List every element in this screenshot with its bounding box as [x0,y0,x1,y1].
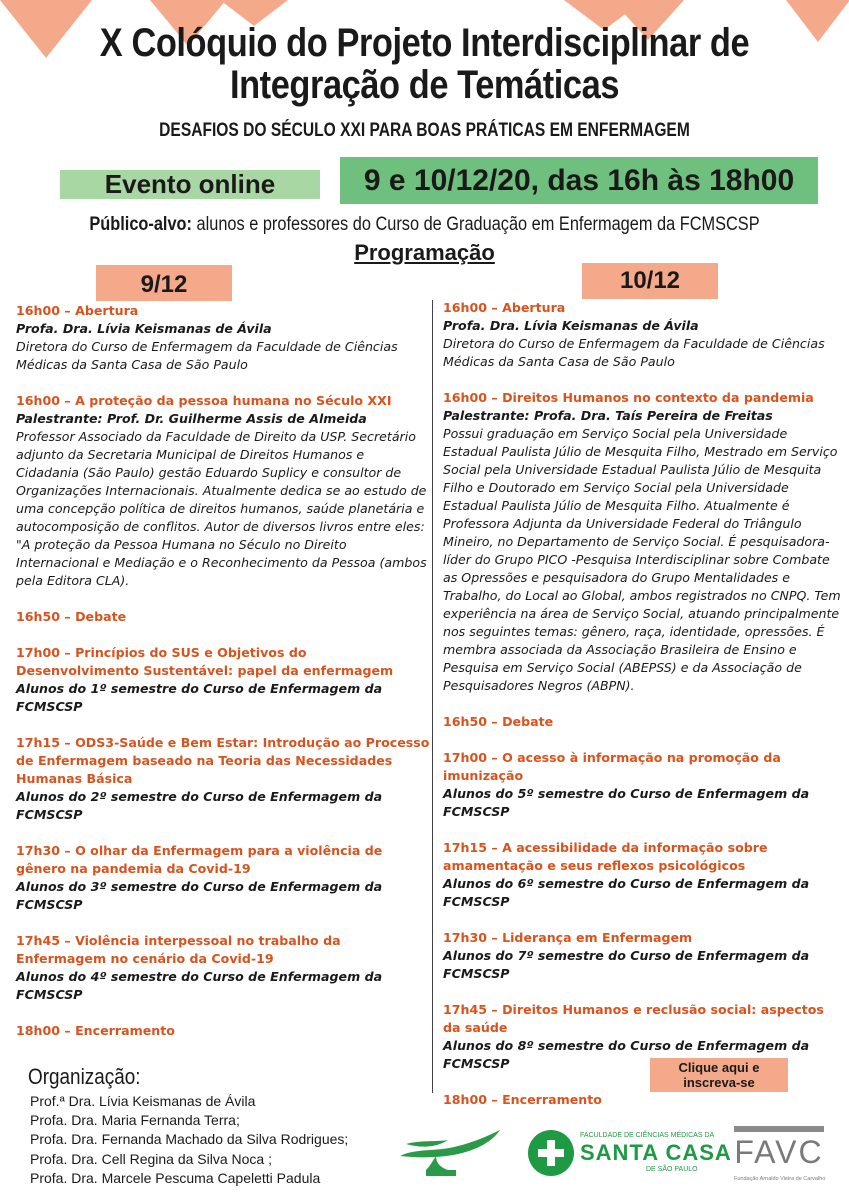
register-button-line-2: inscreva-se [683,1075,755,1090]
santa-casa-name: SANTA CASA [580,1140,732,1165]
schedule-item [16,734,430,824]
day-1-label: 9/12 [96,265,232,301]
organizer: Profa. Dra. Marcele Pescuma Capeletti Padula [30,1169,321,1186]
organization-title: Organização: [28,1064,141,1089]
organizer: Prof.ª Dra. Lívia Keismanas de Ávila [30,1093,256,1109]
session-title: 18h00 – Encerramento [16,1023,175,1038]
schedule-item [16,842,430,914]
session-speaker: Alunos do 6º semestre do Curso de Enfermagem da FCMSCSP [443,876,810,909]
session-title: 16h00 – Abertura [16,303,139,318]
column-divider [432,300,433,1093]
schedule-item [443,749,845,821]
session-title: 17h15 – A acessibilidade da informação sobre amamentação e seus reflexos psicológicos [443,840,768,873]
schedule-item [16,392,430,590]
session-title: 17h30 – Liderança em Enfermagem [443,930,693,945]
session-speaker: Alunos do 2º semestre do Curso de Enfermagem da FCMSCSP [16,789,383,822]
session-speaker: Profa. Dra. Lívia Keismanas de Ávila [16,321,272,336]
session-description: Possui graduação em Serviço Social pela Universidade Estadual Paulista Júlio de Mesquita Filho, Mestrado em Serviço Social pela Universidade Estadual Paulista Júlio de Mesquita Filho e Doutorado em Serviço Social pela Universidade Estadual Paulista Júlio de Mesquita Filho. Atualmente é Professora Adjunta da Universidade Federal do Triângulo Mineiro, no Departamento de Serviço Social. É pesquisadora-líder do Grupo PICO -Pesquisa Interdisciplinar sobre Combate as Opressões e pesquisadora do Grupo Mentalidades e Trabalho, do Local ao Global, ambos registrados no CNPQ. Tem experiência na área de Serviço Social, atuando principalmente nos seguintes temas: gênero, raça, identidade, opressões. É membra associada da Associação Brasileira de Ensino e Pesquisa em Serviço Social (ABEPSS) e da Associação de Pesquisadores Negros (ABPN). [443,426,841,693]
title-line-1: X Colóquio do Projeto Interdisciplinar de [99,21,750,65]
organizer: Profa. Dra. Maria Fernanda Terra; [30,1112,240,1129]
session-title: 16h50 – Debate [443,714,554,729]
event-type-banner [60,170,320,199]
session-speaker: Alunos do 3º semestre do Curso de Enfermagem da FCMSCSP [16,879,383,912]
program-heading: Programação [354,240,495,265]
day-2-schedule [443,299,845,1127]
session-title: 18h00 – Encerramento [443,1092,602,1107]
audience-text: alunos e professores do Curso de Graduação em Enfermagem da FCMSCSP [191,214,760,235]
session-speaker: Alunos do 4º semestre do Curso de Enfermagem da FCMSCSP [16,969,383,1002]
audience-line [59,214,789,236]
register-button[interactable] [650,1058,788,1092]
session-title: 17h00 – O acesso à informação na promoção da imunização [443,750,781,783]
organization-list [30,1092,348,1188]
schedule-item [16,1022,430,1040]
session-speaker: Profa. Dra. Lívia Keismanas de Ávila [443,318,699,333]
santa-casa-logo [528,1130,732,1176]
audience-label: Público-alvo: [89,214,192,235]
session-title: 17h30 – O olhar da Enfermagem para a violência de gênero na pandemia da Covid-19 [16,843,383,876]
event-type-label: Evento online [104,169,276,199]
session-description: Diretora do Curso de Enfermagem da Faculdade de Ciências Médicas da Santa Casa de São Paulo [443,336,825,369]
register-button-line-1: Clique aqui e [678,1060,760,1075]
session-title: 17h45 – Violência interpessoal no trabalho da Enfermagem no cenário da Covid-19 [16,933,341,966]
session-speaker: Alunos do 5º semestre do Curso de Enfermagem da FCMSCSP [443,786,810,819]
schedule-item [443,1091,845,1109]
session-description: Professor Associado da Faculdade de Direito da USP. Secretário adjunto da Secretaria Municipal de Direitos Humanos e Cidadania (São Paulo) gestão Eduardo Suplicy e consultor de Organizações Internacionais. Atualmente dedica se ao estudo de uma concepção política de direitos humanos, saúde planetária e autocomposição de conflitos. Autor de diversos livros entre eles: "A proteção da Pessoa Humana no Século no Direito Internacional e Mediação e o Reconhecimento da Pessoa (ambos pela Editora CLA). [16,429,427,588]
session-speaker: Palestrante: Profa. Dra. Taís Pereira de Freitas [443,408,773,423]
decorative-triangle [786,0,849,42]
cross-icon-bar [538,1149,564,1157]
day-2-label: 10/12 [582,263,718,299]
page-title [59,22,789,106]
favc-word: FAVC [734,1134,824,1170]
session-speaker: Alunos do 7º semestre do Curso de Enfermagem da FCMSCSP [443,948,810,981]
nursing-lamp-logo [396,1122,504,1182]
session-title: 17h15 – ODS3-Saúde e Bem Estar: Introdução ao Processo de Enfermagem baseado na Teoria das Necessidades Humanas Básica [16,735,430,786]
session-title: 16h50 – Debate [16,609,127,624]
schedule-item [443,389,845,695]
session-description: Diretora do Curso de Enfermagem da Faculdade de Ciências Médicas da Santa Casa de São Paulo [16,339,398,372]
favc-logo [734,1126,824,1192]
schedule-item [443,839,845,911]
session-title: 16h00 – A proteção da pessoa humana no Século XXI [16,393,392,408]
session-title: 16h00 – Direitos Humanos no contexto da pandemia [443,390,814,405]
session-speaker: Palestrante: Prof. Dr. Guilherme Assis de Almeida [16,411,367,426]
organizer: Profa. Dra. Cell Regina da Silva Noca ; [30,1150,272,1167]
session-speaker: Alunos do 1º semestre do Curso de Enfermagem da FCMSCSP [16,681,383,714]
page-subtitle: DESAFIOS DO SÉCULO XXI PARA BOAS PRÁTICAS EM ENFERMAGEM [159,120,690,141]
day-1-schedule [16,302,430,1058]
schedule-item [443,299,845,371]
schedule-item [16,302,430,374]
santa-casa-small-text: FACULDADE DE CIÊNCIAS MÉDICAS DA [580,1132,715,1139]
schedule-item [443,929,845,983]
schedule-item [443,713,845,731]
session-title: 17h45 – Direitos Humanos e reclusão social: aspectos da saúde [443,1002,824,1035]
organizer: Profa. Dra. Fernanda Machado da Silva Rodrigues; [30,1131,349,1148]
event-dates-banner: 9 e 10/12/20, das 16h às 18h00 [340,157,818,204]
schedule-item [16,932,430,1004]
session-title: 16h00 – Abertura [443,300,566,315]
schedule-item [16,608,430,626]
santa-casa-sub: DE SÃO PAULO [646,1166,698,1173]
session-speaker: Alunos do 8º semestre do Curso de Enfermagem da FCMSCSP [443,1038,810,1071]
favc-foot: Fundação Arnaldo Vieira de Carvalho [734,1176,826,1182]
favc-bar [734,1126,824,1132]
schedule-item [16,644,430,716]
session-title: 17h00 – Princípios do SUS e Objetivos do Desenvolvimento Sustentável: papel da enfermagem [16,645,394,678]
title-line-2: Integração de Temáticas [229,63,620,107]
